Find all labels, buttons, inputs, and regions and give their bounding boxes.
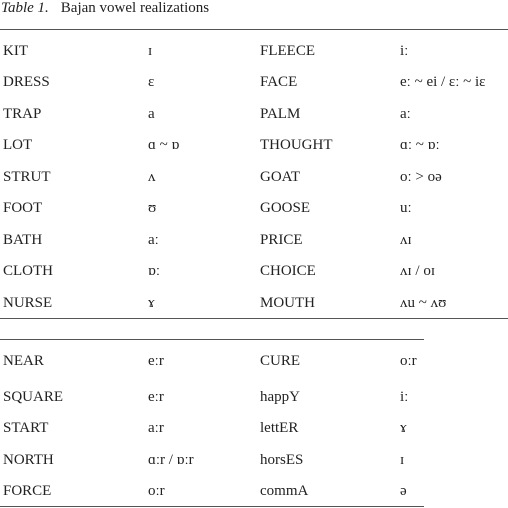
keyword-cell: CLOTH [3, 263, 53, 279]
keyword-cell: FORCE [3, 483, 52, 499]
vowel-cell: ʌɪ / oɪ [400, 263, 436, 279]
keyword-cell: KIT [3, 43, 28, 59]
keyword-cell: NEAR [3, 353, 44, 369]
vowel-cell: ɒː [148, 263, 161, 279]
keyword-cell: lettER [260, 420, 299, 436]
vowel-cell: oː > oə [400, 169, 442, 185]
vowel-cell: oːr [400, 353, 417, 369]
bottom-rule-2 [0, 506, 424, 507]
top-rule-2 [0, 339, 424, 340]
vowel-cell: ɑː ~ ɒː [400, 137, 440, 153]
vowel-cell: ɤ [148, 295, 155, 311]
keyword-cell: happY [260, 389, 300, 405]
keyword-cell: SQUARE [3, 389, 64, 405]
keyword-cell: START [3, 420, 49, 436]
vowel-cell: a [148, 106, 155, 122]
vowel-cell: eːr [148, 353, 164, 369]
keyword-cell: CHOICE [260, 263, 316, 279]
vowel-cell: ɪ [400, 452, 405, 468]
table-caption [1, 0, 209, 17]
table-title: Bajan vowel realizations [60, 0, 210, 16]
keyword-cell: NORTH [3, 452, 54, 468]
vowel-cell: ɤ [400, 420, 407, 436]
keyword-cell: BATH [3, 232, 43, 248]
keyword-cell: FLEECE [260, 43, 315, 59]
vowel-cell: iː [400, 389, 409, 405]
top-rule-1 [0, 29, 508, 30]
vowel-cell: aːr [148, 420, 164, 436]
keyword-cell: FOOT [3, 200, 43, 216]
keyword-cell: commA [260, 483, 309, 499]
vowel-cell: ɑ ~ ɒ [148, 137, 180, 153]
vowel-cell: ʌɪ [400, 232, 412, 248]
vowel-cell: uː [400, 200, 412, 216]
keyword-cell: PALM [260, 106, 301, 122]
vowel-cell: ɛ [148, 74, 155, 90]
vowel-cell: ʌ [148, 169, 156, 185]
keyword-cell: GOOSE [260, 200, 311, 216]
vowel-cell: ɪ [148, 43, 153, 59]
vowel-cell: oːr [148, 483, 165, 499]
vowel-cell: eː ~ ei / ɛː ~ iɛ [400, 74, 486, 90]
keyword-cell: STRUT [3, 169, 51, 185]
keyword-cell: THOUGHT [260, 137, 333, 153]
vowel-cell: ʌu ~ ʌʊ [400, 295, 447, 311]
keyword-cell: FACE [260, 74, 298, 90]
vowel-cell: ʊ [148, 200, 157, 216]
keyword-cell: NURSE [3, 295, 53, 311]
vowel-cell: ə [400, 483, 407, 499]
keyword-cell: GOAT [260, 169, 300, 185]
vowel-cell: eːr [148, 389, 164, 405]
keyword-cell: LOT [3, 137, 33, 153]
vowel-cell: iː [400, 43, 409, 59]
keyword-cell: DRESS [3, 74, 50, 90]
vowel-cell: aː [400, 106, 411, 122]
keyword-cell: CURE [260, 353, 301, 369]
keyword-cell: MOUTH [260, 295, 315, 311]
keyword-cell: TRAP [3, 106, 42, 122]
bottom-rule-1 [0, 318, 508, 319]
table-number: Table 1. [1, 0, 49, 16]
keyword-cell: horsES [260, 452, 304, 468]
keyword-cell: PRICE [260, 232, 303, 248]
vowel-cell: aː [148, 232, 159, 248]
vowel-cell: ɑːr / ɒːr [148, 452, 194, 468]
